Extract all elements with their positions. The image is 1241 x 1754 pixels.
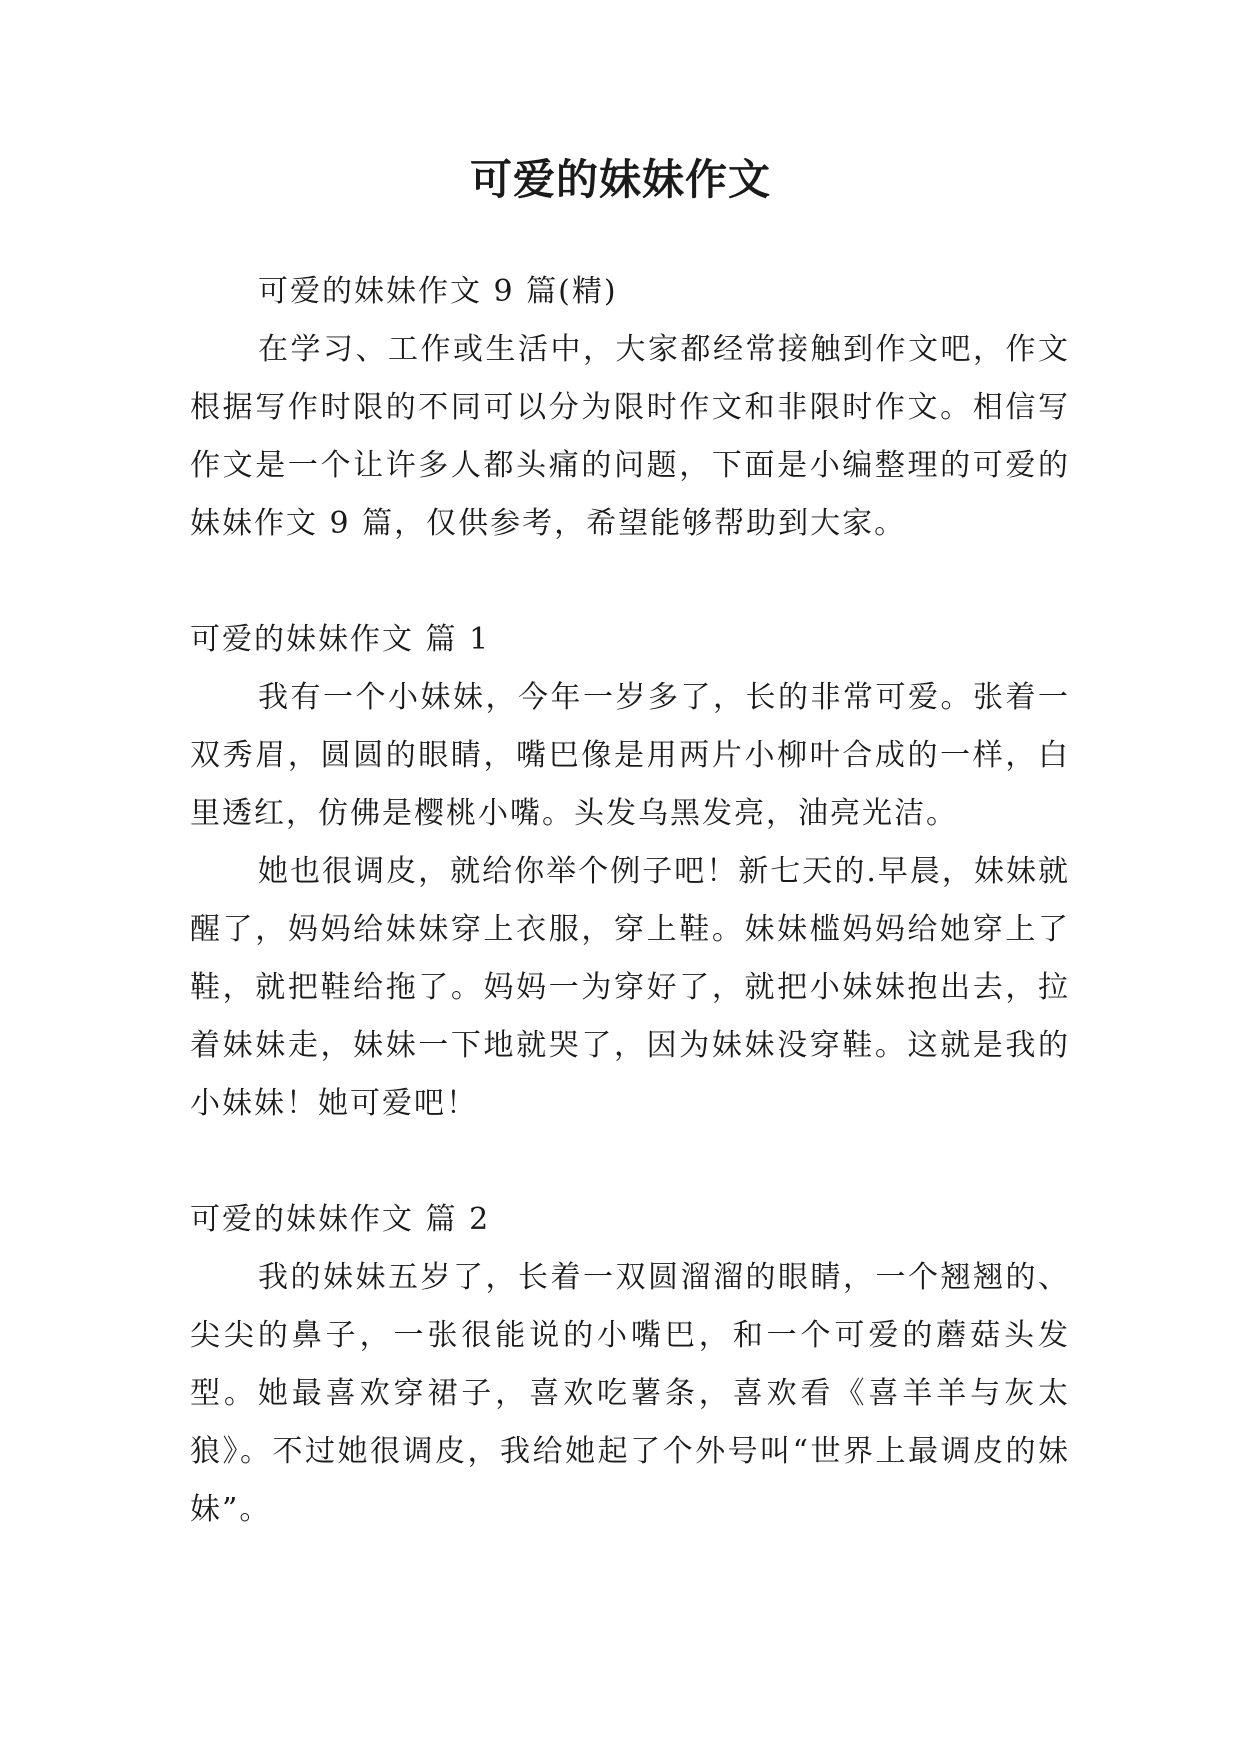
document-body [190,263,1070,1539]
intro-paragraph: 在学习、工作或生活中，大家都经常接触到作文吧，作文根据写作时限的不同可以分为限时作文和非限时作文。相信写作文是一个让许多人都头痛的问题，下面是小编整理的可爱的妹妹作文 9 篇，仅供参考，希望能够帮助到大家。 [190,332,1070,541]
section-paragraph: 我的妹妹五岁了，长着一双圆溜溜的眼睛，一个翘翘的、尖尖的鼻子，一张很能说的小嘴巴，和一个可爱的蘑菇头发型。她最喜欢穿裙子，喜欢吃薯条，喜欢看《喜羊羊与灰太狼》。不过她很调皮，我给她起了个外号叫“世界上最调皮的妹妹”。 [190,1260,1070,1527]
section-heading: 可爱的妹妹作文 篇 1 [190,622,491,657]
section-spacer [190,1133,1070,1191]
section-1 [190,611,1070,1133]
document-title: 可爱的妹妹作文 [469,155,771,204]
section-spacer [190,553,1070,611]
section-heading: 可爱的妹妹作文 篇 2 [190,1202,491,1237]
section-paragraph: 她也很调皮，就给你举个例子吧！新七天的.早晨，妹妹就醒了，妈妈给妹妹穿上衣服，穿上鞋。妹妹槛妈妈给她穿上了鞋，就把鞋给拖了。妈妈一为穿好了，就把小妹妹抱出去，拉着妹妹走，妹妹一下地就哭了，因为妹妹没穿鞋。这就是我的小妹妹！她可爱吧！ [190,854,1070,1121]
section-paragraph: 我有一个小妹妹，今年一岁多了，长的非常可爱。张着一双秀眉，圆圆的眼睛，嘴巴像是用两片小柳叶合成的一样，白里透红，仿佛是樱桃小嘴。头发乌黑发亮，油亮光洁。 [190,680,1070,831]
section-2 [190,1191,1070,1539]
document-subtitle: 可爱的妹妹作文 9 篇(精) [258,274,618,309]
